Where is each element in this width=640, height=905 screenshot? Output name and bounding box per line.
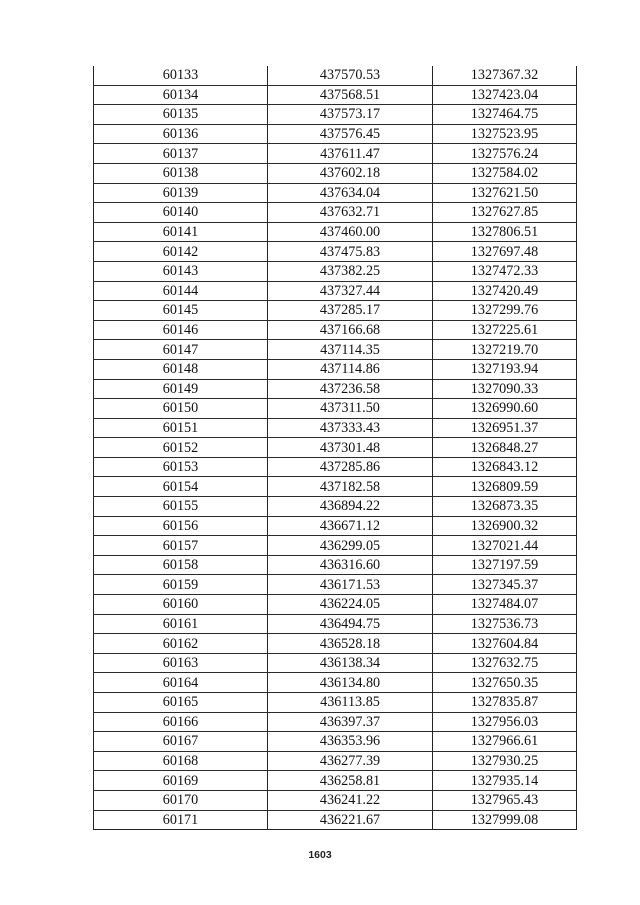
x-coordinate-cell: 436494.75 bbox=[268, 614, 433, 634]
table-row bbox=[94, 359, 577, 379]
table-row bbox=[94, 379, 577, 399]
point-id-cell: 60140 bbox=[94, 203, 268, 223]
point-id-cell: 60155 bbox=[94, 497, 268, 517]
table-row bbox=[94, 66, 577, 85]
point-id-cell: 60168 bbox=[94, 751, 268, 771]
x-coordinate-cell: 437285.86 bbox=[268, 457, 433, 477]
y-coordinate-cell: 1326900.32 bbox=[433, 516, 577, 536]
x-coordinate-cell: 436258.81 bbox=[268, 771, 433, 791]
point-id-cell: 60144 bbox=[94, 281, 268, 301]
y-coordinate-cell: 1327621.50 bbox=[433, 183, 577, 203]
coordinates-table-body bbox=[94, 66, 577, 830]
point-id-cell: 60163 bbox=[94, 653, 268, 673]
y-coordinate-cell: 1326951.37 bbox=[433, 418, 577, 438]
table-row bbox=[94, 614, 577, 634]
y-coordinate-cell: 1326848.27 bbox=[433, 438, 577, 458]
y-coordinate-cell: 1327484.07 bbox=[433, 595, 577, 615]
point-id-cell: 60161 bbox=[94, 614, 268, 634]
x-coordinate-cell: 436113.85 bbox=[268, 693, 433, 713]
y-coordinate-cell: 1327345.37 bbox=[433, 575, 577, 595]
point-id-cell: 60138 bbox=[94, 163, 268, 183]
x-coordinate-cell: 436528.18 bbox=[268, 634, 433, 654]
table-row bbox=[94, 790, 577, 810]
y-coordinate-cell: 1327193.94 bbox=[433, 359, 577, 379]
table-row bbox=[94, 85, 577, 105]
table-row bbox=[94, 771, 577, 791]
x-coordinate-cell: 436224.05 bbox=[268, 595, 433, 615]
table-row bbox=[94, 438, 577, 458]
point-id-cell: 60148 bbox=[94, 359, 268, 379]
point-id-cell: 60154 bbox=[94, 477, 268, 497]
y-coordinate-cell: 1327697.48 bbox=[433, 242, 577, 262]
y-coordinate-cell: 1327930.25 bbox=[433, 751, 577, 771]
x-coordinate-cell: 436299.05 bbox=[268, 536, 433, 556]
coordinates-table bbox=[93, 66, 577, 830]
x-coordinate-cell: 437311.50 bbox=[268, 399, 433, 419]
point-id-cell: 60151 bbox=[94, 418, 268, 438]
table-row bbox=[94, 732, 577, 752]
table-row bbox=[94, 751, 577, 771]
x-coordinate-cell: 437573.17 bbox=[268, 105, 433, 125]
y-coordinate-cell: 1327225.61 bbox=[433, 320, 577, 340]
x-coordinate-cell: 437382.25 bbox=[268, 261, 433, 281]
table-row bbox=[94, 222, 577, 242]
table-row bbox=[94, 301, 577, 321]
point-id-cell: 60150 bbox=[94, 399, 268, 419]
x-coordinate-cell: 437568.51 bbox=[268, 85, 433, 105]
point-id-cell: 60167 bbox=[94, 732, 268, 752]
y-coordinate-cell: 1327632.75 bbox=[433, 653, 577, 673]
x-coordinate-cell: 437611.47 bbox=[268, 144, 433, 164]
x-coordinate-cell: 436134.80 bbox=[268, 673, 433, 693]
x-coordinate-cell: 437114.35 bbox=[268, 340, 433, 360]
table-row bbox=[94, 203, 577, 223]
table-row bbox=[94, 555, 577, 575]
table-row bbox=[94, 477, 577, 497]
y-coordinate-cell: 1327367.32 bbox=[433, 66, 577, 85]
page-number: 1603 bbox=[308, 849, 332, 861]
y-coordinate-cell: 1327021.44 bbox=[433, 536, 577, 556]
table-row bbox=[94, 105, 577, 125]
y-coordinate-cell: 1327299.76 bbox=[433, 301, 577, 321]
table-row bbox=[94, 653, 577, 673]
table-row bbox=[94, 673, 577, 693]
point-id-cell: 60145 bbox=[94, 301, 268, 321]
x-coordinate-cell: 437182.58 bbox=[268, 477, 433, 497]
point-id-cell: 60146 bbox=[94, 320, 268, 340]
y-coordinate-cell: 1326990.60 bbox=[433, 399, 577, 419]
y-coordinate-cell: 1327464.75 bbox=[433, 105, 577, 125]
x-coordinate-cell: 436138.34 bbox=[268, 653, 433, 673]
y-coordinate-cell: 1327966.61 bbox=[433, 732, 577, 752]
x-coordinate-cell: 437602.18 bbox=[268, 163, 433, 183]
x-coordinate-cell: 436316.60 bbox=[268, 555, 433, 575]
table-row bbox=[94, 124, 577, 144]
point-id-cell: 60160 bbox=[94, 595, 268, 615]
x-coordinate-cell: 437570.53 bbox=[268, 66, 433, 85]
y-coordinate-cell: 1327423.04 bbox=[433, 85, 577, 105]
point-id-cell: 60159 bbox=[94, 575, 268, 595]
point-id-cell: 60158 bbox=[94, 555, 268, 575]
x-coordinate-cell: 437632.71 bbox=[268, 203, 433, 223]
point-id-cell: 60165 bbox=[94, 693, 268, 713]
table-row bbox=[94, 810, 577, 830]
point-id-cell: 60169 bbox=[94, 771, 268, 791]
x-coordinate-cell: 437475.83 bbox=[268, 242, 433, 262]
table-row bbox=[94, 399, 577, 419]
x-coordinate-cell: 437327.44 bbox=[268, 281, 433, 301]
y-coordinate-cell: 1327576.24 bbox=[433, 144, 577, 164]
y-coordinate-cell: 1327219.70 bbox=[433, 340, 577, 360]
point-id-cell: 60136 bbox=[94, 124, 268, 144]
point-id-cell: 60170 bbox=[94, 790, 268, 810]
y-coordinate-cell: 1327806.51 bbox=[433, 222, 577, 242]
y-coordinate-cell: 1327604.84 bbox=[433, 634, 577, 654]
point-id-cell: 60162 bbox=[94, 634, 268, 654]
x-coordinate-cell: 437576.45 bbox=[268, 124, 433, 144]
table-row bbox=[94, 320, 577, 340]
point-id-cell: 60141 bbox=[94, 222, 268, 242]
x-coordinate-cell: 437166.68 bbox=[268, 320, 433, 340]
point-id-cell: 60135 bbox=[94, 105, 268, 125]
table-row bbox=[94, 595, 577, 615]
table-row bbox=[94, 163, 577, 183]
point-id-cell: 60156 bbox=[94, 516, 268, 536]
x-coordinate-cell: 436221.67 bbox=[268, 810, 433, 830]
x-coordinate-cell: 436397.37 bbox=[268, 712, 433, 732]
y-coordinate-cell: 1327472.33 bbox=[433, 261, 577, 281]
table-row bbox=[94, 536, 577, 556]
x-coordinate-cell: 436241.22 bbox=[268, 790, 433, 810]
point-id-cell: 60149 bbox=[94, 379, 268, 399]
y-coordinate-cell: 1327835.87 bbox=[433, 693, 577, 713]
point-id-cell: 60142 bbox=[94, 242, 268, 262]
y-coordinate-cell: 1327999.08 bbox=[433, 810, 577, 830]
table-row bbox=[94, 183, 577, 203]
x-coordinate-cell: 436671.12 bbox=[268, 516, 433, 536]
x-coordinate-cell: 436894.22 bbox=[268, 497, 433, 517]
y-coordinate-cell: 1327197.59 bbox=[433, 555, 577, 575]
table-row bbox=[94, 281, 577, 301]
x-coordinate-cell: 437114.86 bbox=[268, 359, 433, 379]
x-coordinate-cell: 436353.96 bbox=[268, 732, 433, 752]
y-coordinate-cell: 1327536.73 bbox=[433, 614, 577, 634]
y-coordinate-cell: 1326873.35 bbox=[433, 497, 577, 517]
table-row bbox=[94, 418, 577, 438]
table-row bbox=[94, 712, 577, 732]
point-id-cell: 60166 bbox=[94, 712, 268, 732]
x-coordinate-cell: 437634.04 bbox=[268, 183, 433, 203]
point-id-cell: 60153 bbox=[94, 457, 268, 477]
point-id-cell: 60164 bbox=[94, 673, 268, 693]
y-coordinate-cell: 1327420.49 bbox=[433, 281, 577, 301]
y-coordinate-cell: 1327956.03 bbox=[433, 712, 577, 732]
x-coordinate-cell: 437333.43 bbox=[268, 418, 433, 438]
point-id-cell: 60134 bbox=[94, 85, 268, 105]
y-coordinate-cell: 1326809.59 bbox=[433, 477, 577, 497]
x-coordinate-cell: 437301.48 bbox=[268, 438, 433, 458]
y-coordinate-cell: 1327523.95 bbox=[433, 124, 577, 144]
table-row bbox=[94, 693, 577, 713]
table-row bbox=[94, 457, 577, 477]
y-coordinate-cell: 1327650.35 bbox=[433, 673, 577, 693]
point-id-cell: 60171 bbox=[94, 810, 268, 830]
point-id-cell: 60139 bbox=[94, 183, 268, 203]
table-row bbox=[94, 634, 577, 654]
y-coordinate-cell: 1327627.85 bbox=[433, 203, 577, 223]
point-id-cell: 60157 bbox=[94, 536, 268, 556]
table-row bbox=[94, 242, 577, 262]
table-row bbox=[94, 144, 577, 164]
x-coordinate-cell: 436277.39 bbox=[268, 751, 433, 771]
x-coordinate-cell: 436171.53 bbox=[268, 575, 433, 595]
table-row bbox=[94, 261, 577, 281]
y-coordinate-cell: 1327090.33 bbox=[433, 379, 577, 399]
x-coordinate-cell: 437460.00 bbox=[268, 222, 433, 242]
point-id-cell: 60133 bbox=[94, 66, 268, 85]
table-row bbox=[94, 575, 577, 595]
table-row bbox=[94, 516, 577, 536]
point-id-cell: 60147 bbox=[94, 340, 268, 360]
point-id-cell: 60152 bbox=[94, 438, 268, 458]
y-coordinate-cell: 1327935.14 bbox=[433, 771, 577, 791]
y-coordinate-cell: 1327965.43 bbox=[433, 790, 577, 810]
point-id-cell: 60137 bbox=[94, 144, 268, 164]
x-coordinate-cell: 437285.17 bbox=[268, 301, 433, 321]
table-row bbox=[94, 340, 577, 360]
table-row bbox=[94, 497, 577, 517]
y-coordinate-cell: 1327584.02 bbox=[433, 163, 577, 183]
y-coordinate-cell: 1326843.12 bbox=[433, 457, 577, 477]
point-id-cell: 60143 bbox=[94, 261, 268, 281]
x-coordinate-cell: 437236.58 bbox=[268, 379, 433, 399]
